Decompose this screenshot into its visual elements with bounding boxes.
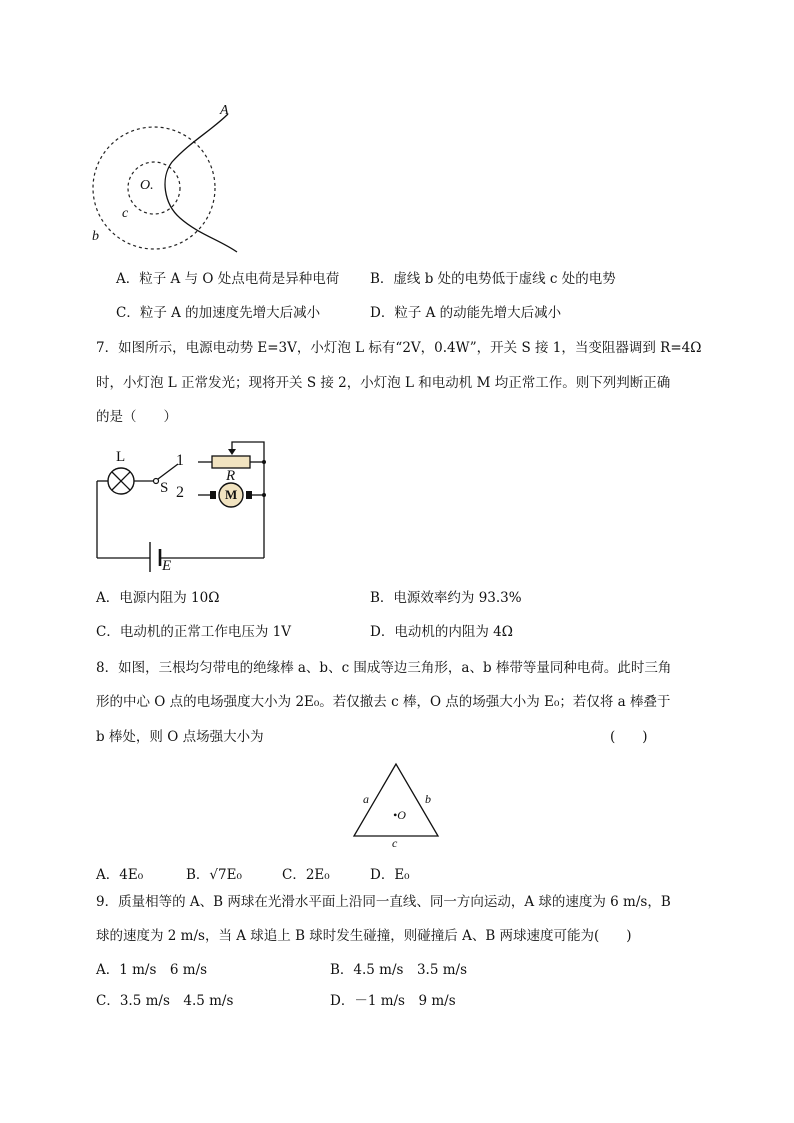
rheostat-icon: [212, 456, 250, 468]
q9-option-c[interactable]: C．3.5 m/s 4.5 m/s: [96, 993, 234, 1009]
fig7-label-M: M: [225, 487, 238, 502]
q8-option-d[interactable]: D．E₀: [370, 867, 410, 883]
q6-option-c[interactable]: C．粒子 A 的加速度先增大后减小: [116, 305, 321, 321]
switch-blade: [158, 464, 178, 479]
q6-figure: [80, 100, 260, 260]
fig7-label-R: R: [226, 468, 236, 484]
outer-dashed-circle: [93, 127, 215, 249]
q9-stem-line1: 9．质量相等的 A、B 两球在光滑水平面上沿同一直线、同一方向运动，A 球的速度为 6 m/s，B: [96, 894, 671, 910]
q7-stem-line2: 时，小灯泡 L 正常发光；现将开关 S 接 2，小灯泡 L 和电动机 M 均正常工作。则下列判断正确: [96, 375, 671, 391]
trajectory-curve: [165, 114, 237, 252]
rheostat-slider-arrow-icon: [228, 449, 236, 455]
fig7-label-2: 2: [176, 484, 184, 501]
q8-stem-line2: 形的中心 O 点的电场强度大小为 2E₀。若仅撤去 c 棒，O 点的场强大小为 E₀；若仅将 a 棒叠于: [96, 694, 671, 710]
q9-option-a[interactable]: A．1 m/s 6 m/s: [96, 962, 208, 978]
fig7-label-1: 1: [176, 452, 184, 469]
q8-stem-line3: b 棒处，则 O 点场强大小为: [96, 729, 264, 745]
q6-option-d[interactable]: D．粒子 A 的动能先增大后减小: [370, 305, 562, 321]
inner-dashed-circle: [128, 162, 180, 214]
fig8-label-O: •O: [393, 808, 406, 822]
q6-option-a[interactable]: A．粒子 A 与 O 处点电荷是异种电荷: [116, 271, 340, 287]
q8-option-c[interactable]: C．2E₀: [282, 867, 330, 883]
q8-stem-line1: 8．如图，三根均匀带电的绝缘棒 a、b、c 围成等边三角形，a、b 棒带等量同种电荷。此时三角: [96, 660, 672, 676]
fig6-label-b: b: [92, 229, 99, 244]
fig7-label-E: E: [162, 558, 172, 574]
fig6-label-c: c: [122, 206, 129, 221]
q8-option-a[interactable]: A．4E₀: [96, 867, 144, 883]
fig8-label-c: c: [392, 836, 398, 850]
q9-option-d[interactable]: D．－1 m/s 9 m/s: [330, 993, 456, 1009]
q6-option-b[interactable]: B．虚线 b 处的电势低于虚线 c 处的电势: [370, 271, 616, 287]
q7-stem-line1: 7．如图所示，电源电动势 E=3V，小灯泡 L 标有“2V，0.4W”，开关 S 接 1，当变阻器调到 R=4Ω: [96, 340, 702, 356]
fig7-label-L: L: [116, 449, 126, 465]
fig8-label-a: a: [363, 792, 369, 806]
q7-stem-line3: 的是（ ）: [96, 409, 177, 425]
q7-option-a[interactable]: A．电源内阻为 10Ω: [96, 590, 220, 606]
q9-option-b[interactable]: B．4.5 m/s 3.5 m/s: [330, 962, 467, 978]
fig6-label-A: A: [220, 103, 229, 118]
q8-option-b[interactable]: B．√7E₀: [186, 867, 242, 883]
q7-option-b[interactable]: B．电源效率约为 93.3%: [370, 590, 522, 606]
q7-option-c[interactable]: C．电动机的正常工作电压为 1V: [96, 624, 291, 640]
q7-option-d[interactable]: D．电动机的内阻为 4Ω: [370, 624, 513, 640]
q8-answer-bracket: ( ): [610, 729, 648, 745]
switch-pivot-icon: [154, 479, 159, 484]
q9-stem-line2: 球的速度为 2 m/s，当 A 球追上 B 球时发生碰撞，则碰撞后 A、B 两球速度可能为( ): [96, 928, 632, 944]
lamp-icon: [108, 468, 134, 494]
fig7-label-S: S: [160, 480, 169, 496]
fig8-label-b: b: [425, 792, 431, 806]
fig6-label-O: O.: [140, 178, 154, 193]
